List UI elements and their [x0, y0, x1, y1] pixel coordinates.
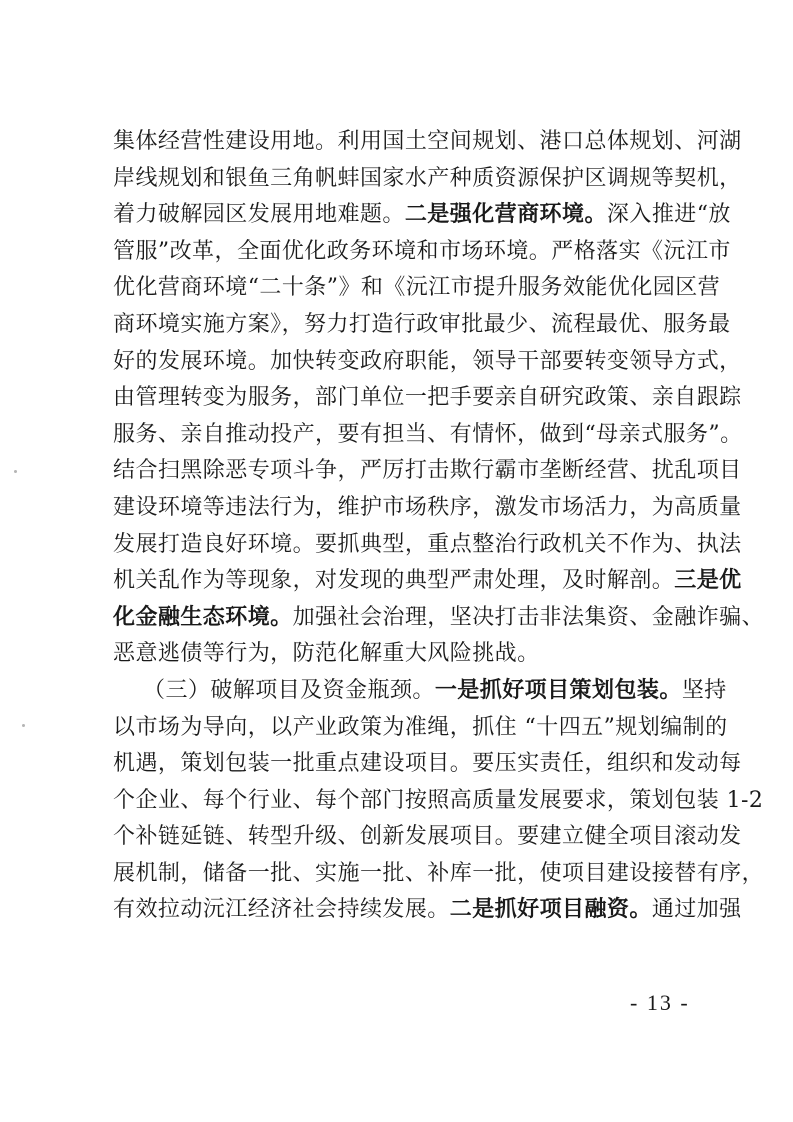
text-line: 展机制，储备一批、实施一批、补库一批，使项目建设接替有序， — [113, 860, 765, 886]
body-text — [113, 124, 765, 929]
bold-heading: 化金融生态环境。 — [113, 604, 293, 630]
text-segment: 有效拉动沅江经济社会持续发展。 — [113, 897, 450, 923]
text-segment: 通过加强 — [651, 897, 742, 923]
bold-heading: 一是抓好项目策划包装。 — [434, 677, 682, 703]
text-line — [113, 563, 742, 600]
text-line: 岸线规划和银鱼三角帆蚌国家水产种质资源保护区调规等契机， — [113, 165, 742, 191]
page-number: - 13 - — [630, 990, 690, 1015]
text-line: 服务、亲自推动投产，要有担当、有情怀，做到“母亲式服务”。 — [113, 421, 743, 447]
text-line: 优化营商环境“二十条”》和《沅江市提升服务效能优化园区营 — [113, 275, 721, 301]
text-line: 个补链延链、转型升级、创新发展项目。要建立健全项目滚动发 — [113, 824, 742, 850]
scan-speck — [22, 724, 25, 727]
section-heading: （三）破解项目及资金瓶颈。 — [143, 677, 435, 703]
text-line: 由管理转变为服务，部门单位一把手要亲自研究政策、亲自跟踪 — [113, 385, 742, 411]
text-line: 个企业、每个行业、每个部门按照高质量发展要求，策划包装 1-2 — [113, 787, 764, 813]
text-line: 好的发展环境。加快转变政府职能，领导干部要转变领导方式， — [113, 348, 742, 374]
text-line: 结合扫黑除恶专项斗争，严厉打击欺行霸市垄断经营、扰乱项目 — [113, 458, 742, 484]
text-line — [113, 600, 765, 637]
text-line: 管服”改革，全面优化政务环境和市场环境。严格落实《沅江市 — [113, 238, 731, 264]
text-segment: 坚持 — [681, 677, 727, 703]
text-segment: 深入推进“放 — [606, 202, 731, 228]
text-line — [113, 197, 731, 234]
text-segment: 加强社会治理，坚决打击非法集资、金融诈骗、 — [292, 604, 765, 630]
text-line — [113, 892, 742, 929]
text-line: 集体经营性建设用地。利用国土空间规划、港口总体规划、河湖 — [113, 129, 742, 154]
text-segment: 着力破解园区发展用地难题。 — [113, 202, 405, 228]
text-line: 建设环境等违法行为，维护市场秩序，激发市场活力，为高质量 — [113, 494, 742, 520]
text-line: 发展打造良好环境。要抓典型，重点整治行政机关不作为、执法 — [113, 531, 742, 557]
text-line: 恶意逃债等行为，防范化解重大风险挑战。 — [113, 641, 540, 667]
text-segment: 机关乱作为等现象，对发现的典型严肃处理，及时解剖。 — [113, 568, 675, 594]
text-line — [113, 673, 727, 710]
text-line: 商环境实施方案》，努力打造行政审批最少、流程最优、服务最 — [113, 311, 731, 337]
scan-speck — [14, 470, 17, 473]
bold-heading: 二是强化营商环境。 — [404, 202, 607, 228]
bold-heading: 三是优 — [674, 568, 742, 594]
text-line: 以市场为导向，以产业政策为准绳，抓住 “十四五”规划编制的 — [113, 714, 728, 740]
bold-heading: 二是抓好项目融资。 — [449, 897, 652, 923]
text-line: 机遇，策划包装一批重点建设项目。要压实责任，组织和发动每 — [113, 751, 742, 777]
